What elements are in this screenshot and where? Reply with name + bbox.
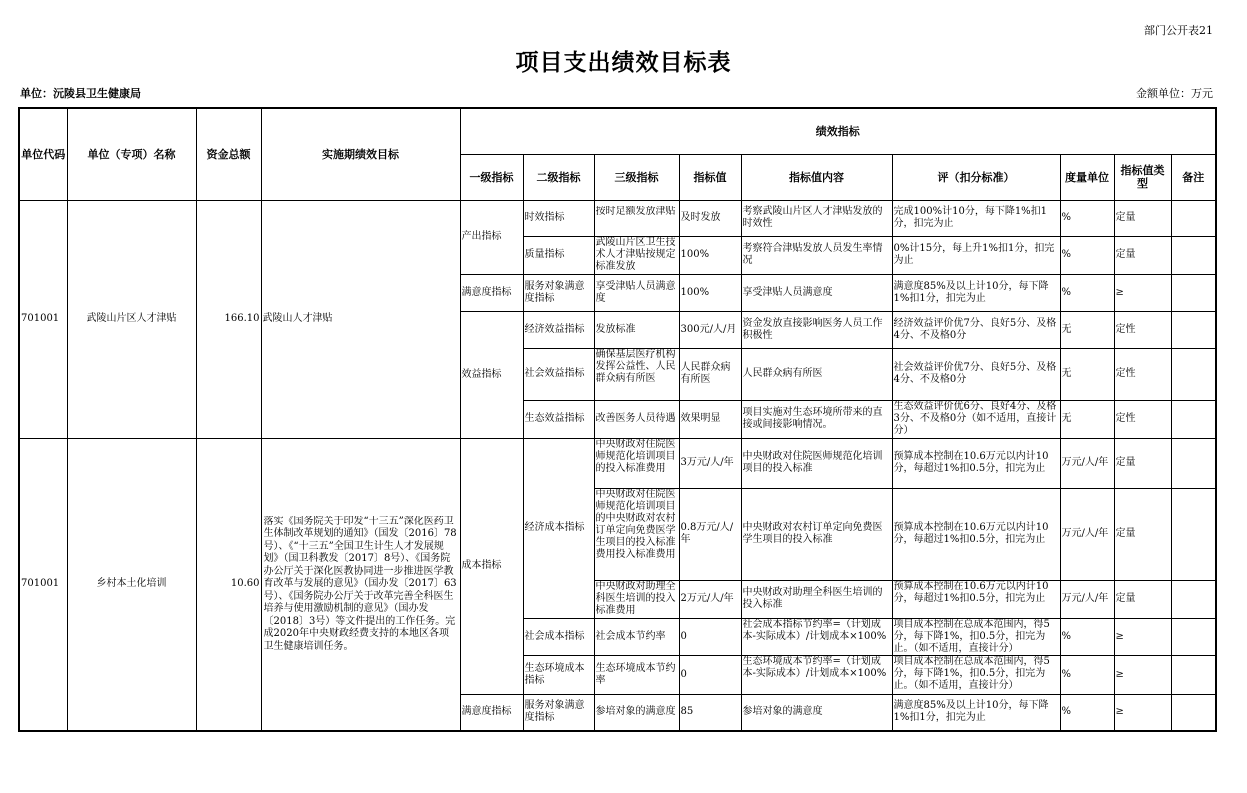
level2-cell: 时效指标 xyxy=(523,200,594,236)
content-cell: 项目实施对生态环境所带来的直接或间接影响情况。 xyxy=(741,400,892,438)
measure-unit-cell: 无 xyxy=(1060,311,1114,348)
level1-cell: 效益指标 xyxy=(460,311,523,438)
amount-cell: 10.60 xyxy=(196,438,261,731)
scoring-cell: 社会效益评价优7分、良好5分、及格4分、不及格0分 xyxy=(892,348,1060,400)
scoring-text: 项目成本控制在总成本范围内，得5分，每下降1%，扣0.5分，扣完为止。（如不适用，直接计分） xyxy=(893,656,1050,691)
scoring-text: 预算成本控制在10.6万元以内计10分，每超过1%扣0.5分，扣完为止 xyxy=(893,581,1049,604)
level1-cell: 满意度指标 xyxy=(460,694,523,731)
value-cell: 300元/人/月 xyxy=(679,311,741,348)
scoring-cell xyxy=(892,655,1060,694)
unit-label: 单位：沅陵县卫生健康局 xyxy=(20,87,141,100)
col-scoring: 评（扣分标准） xyxy=(892,154,1060,200)
level3-cell xyxy=(594,348,679,400)
content-cell: 参培对象的满意度 xyxy=(741,694,892,731)
col-content: 指标值内容 xyxy=(741,154,892,200)
col-value: 指标值 xyxy=(679,154,741,200)
level3-cell: 社会成本节约率 xyxy=(594,618,679,655)
measure-unit-cell: % xyxy=(1060,694,1114,731)
page-title: 项目支出绩效目标表 xyxy=(515,50,732,76)
level3-cell xyxy=(594,200,679,236)
content-cell: 中央财政对农村订单定向免费医学生项目的投入标准 xyxy=(741,488,892,580)
col-level3: 三级指标 xyxy=(594,154,679,200)
level1-cell: 产出指标 xyxy=(460,200,523,274)
value-type-cell: 定量 xyxy=(1114,438,1171,488)
measure-unit-cell: 万元/人/年 xyxy=(1060,438,1114,488)
col-value-type: 指标值类型 xyxy=(1114,154,1171,200)
value-cell: 及时发放 xyxy=(679,200,741,236)
content-cell xyxy=(741,618,892,655)
scoring-cell: 预算成本控制在10.6万元以内计10分，每超过1%扣0.5分，扣完为止 xyxy=(892,438,1060,488)
value-cell: 0 xyxy=(679,618,741,655)
level3-cell: 享受津贴人员满意度 xyxy=(594,274,679,311)
level3-text: 武陵山片区卫生技术人才津贴按规定标准发放 xyxy=(595,237,676,272)
scoring-text: 生态效益评价优6分、良好4分、及格3分、不及格0分（如不适用，直接计分） xyxy=(893,401,1057,436)
content-cell: 考察武陵山片区人才津贴发放的时效性 xyxy=(741,200,892,236)
col-goal: 实施期绩效目标 xyxy=(261,108,460,200)
scoring-text: 项目成本控制在总成本范围内，得5分，每下降1%，扣0.5分，扣完为止。（如不适用，直接计分） xyxy=(893,619,1050,654)
level2-cell: 质量指标 xyxy=(523,236,594,274)
value-cell: 100% xyxy=(679,274,741,311)
value-type-cell: 定性 xyxy=(1114,400,1171,438)
remark-cell xyxy=(1171,618,1216,655)
level3-text: 中央财政对助理全科医生培训的投入标准费用 xyxy=(595,581,676,616)
goal-cell xyxy=(261,438,460,731)
value-cell: 85 xyxy=(679,694,741,731)
scoring-cell xyxy=(892,618,1060,655)
col-measure-unit: 度量单位 xyxy=(1060,154,1114,200)
measure-unit-cell: 无 xyxy=(1060,400,1114,438)
value-cell: 2万元/人/年 xyxy=(679,580,741,618)
remark-cell xyxy=(1171,200,1216,236)
remark-cell xyxy=(1171,311,1216,348)
content-cell: 中央财政对助理全科医生培训的投入标准 xyxy=(741,580,892,618)
table-number-label: 部门公开表21 xyxy=(1144,24,1213,37)
col-total-funds: 资金总额 xyxy=(196,108,261,200)
level3-cell xyxy=(594,438,679,488)
col-indicators: 绩效指标 xyxy=(460,108,1216,154)
value-type-cell: ≥ xyxy=(1114,274,1171,311)
scoring-cell: 0%计15分，每上升1%扣1分，扣完为止 xyxy=(892,236,1060,274)
level2-cell: 生态效益指标 xyxy=(523,400,594,438)
scoring-cell: 经济效益评价优7分、良好5分、及格4分、不及格0分 xyxy=(892,311,1060,348)
remark-cell xyxy=(1171,438,1216,488)
value-type-cell: 定量 xyxy=(1114,580,1171,618)
measure-unit-cell: % xyxy=(1060,618,1114,655)
scoring-cell xyxy=(892,580,1060,618)
level2-cell: 社会效益指标 xyxy=(523,348,594,400)
col-level2: 二级指标 xyxy=(523,154,594,200)
content-cell: 人民群众病有所医 xyxy=(741,348,892,400)
value-cell: 效果明显 xyxy=(679,400,741,438)
remark-cell xyxy=(1171,655,1216,694)
scoring-cell xyxy=(892,400,1060,438)
measure-unit-cell: % xyxy=(1060,274,1114,311)
value-type-cell: ≥ xyxy=(1114,694,1171,731)
content-cell: 中央财政对住院医师规范化培训项目的投入标准 xyxy=(741,438,892,488)
level2-cell: 生态环境成本指标 xyxy=(523,655,594,694)
measure-unit-cell: % xyxy=(1060,655,1114,694)
remark-cell xyxy=(1171,694,1216,731)
measure-unit-cell: % xyxy=(1060,200,1114,236)
col-unit-name: 单位（专项）名称 xyxy=(67,108,196,200)
level3-cell: 改善医务人员待遇 xyxy=(594,400,679,438)
level3-text: 按时足额发放津贴 xyxy=(595,206,676,217)
measure-unit-cell: % xyxy=(1060,236,1114,274)
remark-cell xyxy=(1171,400,1216,438)
content-cell: 考察符合津贴发放人员发生率情况 xyxy=(741,236,892,274)
measure-unit-cell: 万元/人/年 xyxy=(1060,488,1114,580)
level3-cell xyxy=(594,488,679,580)
level2-cell: 经济成本指标 xyxy=(523,438,594,618)
value-cell: 人民群众病有所医 xyxy=(679,348,741,400)
value-type-cell: ≥ xyxy=(1114,618,1171,655)
level2-cell: 社会成本指标 xyxy=(523,618,594,655)
goal-cell: 武陵山人才津贴 xyxy=(261,200,460,438)
measure-unit-cell: 万元/人/年 xyxy=(1060,580,1114,618)
level3-cell: 发放标准 xyxy=(594,311,679,348)
scoring-cell: 满意度85%及以上计10分，每下降1%扣1分，扣完为止 xyxy=(892,274,1060,311)
level2-cell: 服务对象满意度指标 xyxy=(523,274,594,311)
remark-cell xyxy=(1171,236,1216,274)
value-cell: 100% xyxy=(679,236,741,274)
level2-cell: 经济效益指标 xyxy=(523,311,594,348)
scoring-cell: 预算成本控制在10.6万元以内计10分，每超过1%扣0.5分，扣完为止 xyxy=(892,488,1060,580)
value-cell: 0 xyxy=(679,655,741,694)
level2-cell: 服务对象满意度指标 xyxy=(523,694,594,731)
scoring-cell: 完成100%计10分，每下降1%扣1分，扣完为止 xyxy=(892,200,1060,236)
unit-code-cell: 701001 xyxy=(19,438,67,731)
unit-name-cell: 武陵山片区人才津贴 xyxy=(67,200,196,438)
amount-unit-label: 金额单位：万元 xyxy=(1136,87,1213,100)
level3-text: 中央财政对住院医师规范化培训项目的中央财政对农村订单定向免费医学生项目的投入标准费用投入标准费用 xyxy=(595,489,676,560)
value-cell: 0.8万元/人/年 xyxy=(679,488,741,580)
value-type-cell: 定量 xyxy=(1114,236,1171,274)
goal-text: 落实《国务院关于印发“十三五”深化医药卫生体制改革规划的通知》（国发〔2016〕78号）、《“十三五”全国卫生计生人才发展规划》（国卫科教发〔2017〕8号）、《国务院办公厅关于深化医教协同进一步推进医学教育改革与发展的意见》（国办发〔2017〕63号）、《国务院办公厅关于改革完善全科医生培养与使用激励机制的意见》（国办发〔2018〕3号）等文件提出的工作任务。完成2020年中央财政经费支持的本地区各项卫生健康培训任务。 xyxy=(263,515,457,652)
content-cell xyxy=(741,655,892,694)
level3-cell xyxy=(594,236,679,274)
level3-text: 确保基层医疗机构发挥公益性、人民群众病有所医 xyxy=(595,349,676,384)
value-type-cell: 定量 xyxy=(1114,200,1171,236)
unit-name-cell: 乡村本土化培训 xyxy=(67,438,196,731)
col-remark: 备注 xyxy=(1171,154,1216,200)
content-text: 社会成本指标节约率=（计划成本-实际成本）/计划成本×100% xyxy=(742,619,887,642)
performance-table xyxy=(18,107,1217,732)
measure-unit-cell: 无 xyxy=(1060,348,1114,400)
level3-cell: 生态环境成本节约率 xyxy=(594,655,679,694)
level3-cell xyxy=(594,580,679,618)
unit-code-cell: 701001 xyxy=(19,200,67,438)
content-cell: 资金发放直接影响医务人员工作积极性 xyxy=(741,311,892,348)
level1-cell: 成本指标 xyxy=(460,438,523,694)
remark-cell xyxy=(1171,274,1216,311)
remark-cell xyxy=(1171,488,1216,580)
table-row xyxy=(19,438,1216,488)
value-type-cell: ≥ xyxy=(1114,655,1171,694)
level3-cell: 参培对象的满意度 xyxy=(594,694,679,731)
content-text: 生态环境成本节约率=（计划成本-实际成本）/计划成本×100% xyxy=(742,656,887,679)
value-type-cell: 定性 xyxy=(1114,311,1171,348)
value-type-cell: 定性 xyxy=(1114,348,1171,400)
content-cell: 享受津贴人员满意度 xyxy=(741,274,892,311)
remark-cell xyxy=(1171,348,1216,400)
level1-cell: 满意度指标 xyxy=(460,274,523,311)
amount-cell: 166.10 xyxy=(196,200,261,438)
value-cell: 3万元/人/年 xyxy=(679,438,741,488)
value-type-cell: 定量 xyxy=(1114,488,1171,580)
level3-text: 中央财政对住院医师规范化培训项目的投入标准费用 xyxy=(595,439,676,474)
table-row xyxy=(19,200,1216,236)
remark-cell xyxy=(1171,580,1216,618)
col-level1: 一级指标 xyxy=(460,154,523,200)
col-unit-code: 单位代码 xyxy=(19,108,67,200)
scoring-cell: 满意度85%及以上计10分，每下降1%扣1分，扣完为止 xyxy=(892,694,1060,731)
